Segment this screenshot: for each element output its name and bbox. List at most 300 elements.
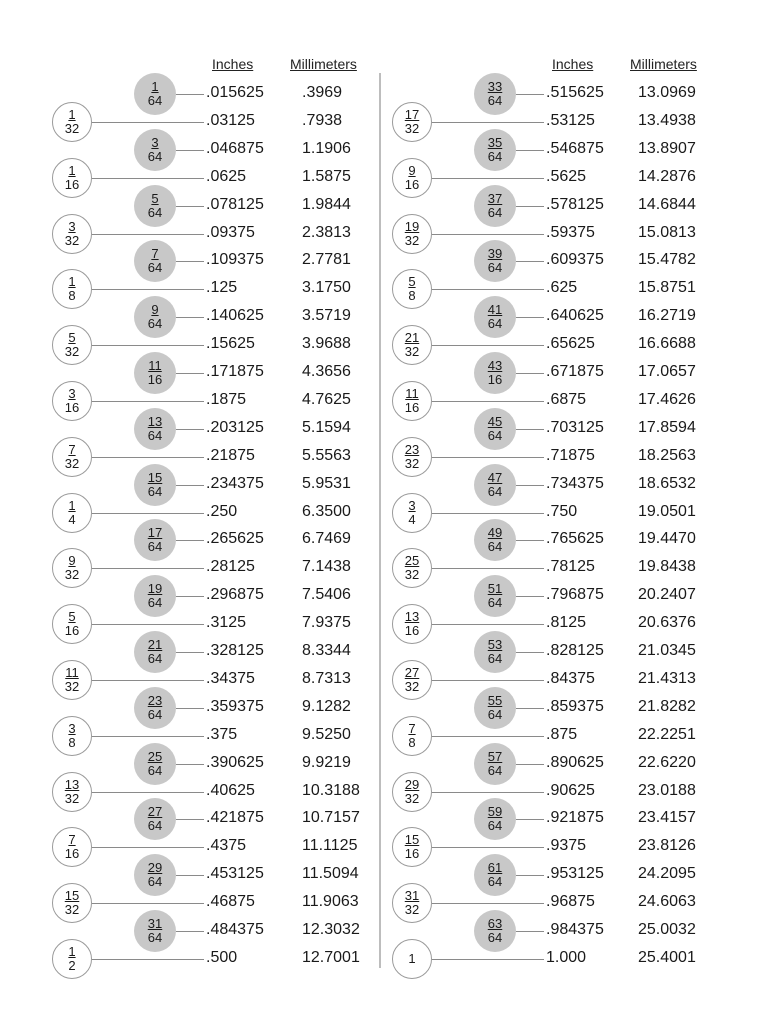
table-row [50,638,380,666]
fraction-denominator: 64 [147,818,163,834]
fraction-denominator: 16 [404,399,420,415]
leader-line [432,345,544,346]
inches-value: .5625 [546,167,587,185]
inches-value: .078125 [206,195,264,213]
inches-value: .34375 [206,669,255,687]
millimeters-value: 24.2095 [638,865,696,883]
fraction-denominator: 32 [404,790,420,806]
millimeters-value: 5.9531 [302,474,351,492]
leader-line [432,959,544,960]
fraction-denominator: 64 [147,930,163,945]
fraction-numerator: 5 [68,609,76,625]
fraction-numerator: 1 [68,497,76,513]
fraction-numerator: 19 [147,581,163,597]
millimeters-value: 1.5875 [302,167,351,185]
fraction-denominator: 64 [487,93,503,108]
fraction-denominator: 64 [487,427,503,443]
table-row [50,499,380,527]
millimeters-value: 6.3500 [302,502,351,520]
inches-value: .171875 [206,363,264,380]
fraction-numerator: 15 [147,469,163,485]
table-row [50,220,380,248]
fraction-denominator: 64 [147,204,163,220]
fraction-denominator: 32 [64,902,80,918]
leader-line [516,764,544,765]
inches-value: .453125 [206,865,264,883]
table-row [50,666,380,694]
fraction-numerator: 55 [487,692,503,708]
inches-value: .1875 [206,390,247,408]
fraction-numerator: 49 [487,525,503,541]
table-row [390,80,720,108]
fraction-numerator: 63 [487,916,503,931]
leader-line [92,792,204,793]
leader-line [432,568,544,569]
millimeters-value: 3.1750 [302,279,351,297]
inches-value: .328125 [206,642,264,659]
fraction-denominator: 64 [487,651,503,666]
fraction-numerator: 3 [68,218,76,234]
inches-value: .65625 [546,335,595,353]
leader-line [176,261,204,262]
inches-value: .3125 [206,614,247,632]
inches-value: .296875 [206,586,264,604]
leader-line [432,513,544,514]
fraction-denominator: 32 [404,902,420,918]
inches-value: .84375 [546,669,595,687]
leader-line [176,764,204,765]
leader-line [432,624,544,625]
inches-value: .390625 [206,753,264,771]
fraction-numerator: 1 [68,274,76,290]
fraction-denominator: 64 [487,595,503,611]
fraction-numerator: 17 [147,525,163,541]
fraction-numerator: 1 [408,950,416,966]
fraction-denominator: 32 [64,344,80,360]
inches-value: .375 [206,725,238,743]
millimeters-value: 4.3656 [302,363,351,380]
fraction-denominator: 64 [487,930,503,945]
fraction-denominator: 64 [147,148,163,164]
table-row [50,303,380,331]
fraction-numerator: 23 [404,441,420,457]
fraction-denominator: 64 [487,818,503,834]
millimeters-value: 20.2407 [638,586,696,604]
leader-line [516,261,544,262]
inches-value: .78125 [546,558,595,576]
inches-value: .750 [546,502,578,520]
leader-line [92,234,204,235]
millimeters-value: 19.0501 [638,502,696,520]
fraction-denominator: 32 [404,455,420,471]
table-row [50,443,380,471]
millimeters-value: 4.7625 [302,390,351,408]
leader-line [432,457,544,458]
fraction-denominator: 64 [147,427,163,443]
fraction-numerator: 11 [65,664,79,680]
inches-value: .28125 [206,558,255,576]
millimeters-value: 15.8751 [638,279,696,297]
leader-line [176,150,204,151]
fraction-numerator: 3 [408,497,416,513]
fraction-numerator: 7 [68,441,76,457]
fraction-numerator: 47 [487,469,503,485]
leader-line [176,206,204,207]
inches-value: .500 [206,948,238,966]
table-row [50,945,380,973]
table-row [50,387,380,415]
leader-line [516,94,544,95]
millimeters-value: 13.8907 [638,139,696,157]
table-row [390,750,720,778]
inches-value: 1.000 [546,948,587,966]
leader-line [432,847,544,848]
fraction-numerator: 9 [68,553,76,569]
fraction-numerator: 15 [404,832,420,848]
fraction-numerator: 27 [147,804,163,820]
leader-line [176,94,204,95]
fraction-numerator: 37 [487,190,503,206]
table-row [50,917,380,945]
leader-line [176,373,204,374]
inches-value: .96875 [546,893,595,911]
table-row [390,220,720,248]
millimeters-value: 18.2563 [638,446,696,464]
table-row [390,331,720,359]
fraction-numerator: 7 [68,832,76,848]
millimeters-value: 13.0969 [638,84,696,101]
fraction-badge-circle [52,939,92,979]
fraction-denominator: 8 [408,288,416,304]
table-row [390,247,720,275]
inches-value: .953125 [546,865,604,883]
fraction-denominator: 64 [487,874,503,890]
leader-line [92,847,204,848]
millimeters-value: 3.5719 [302,307,351,325]
inches-value: .203125 [206,418,264,436]
millimeters-value: 15.4782 [638,251,696,269]
fraction-numerator: 45 [487,413,503,429]
millimeters-header: Millimeters [290,56,357,72]
inches-value: .609375 [546,251,604,269]
table-row [390,582,720,610]
fraction-denominator: 32 [64,567,80,583]
table-row [390,136,720,164]
table-row [390,471,720,499]
inches-value: .703125 [546,418,604,436]
leader-line [92,457,204,458]
inches-value: .875 [546,725,578,743]
inches-value: .59375 [546,223,595,241]
fraction-denominator: 64 [487,762,503,778]
leader-line [92,289,204,290]
fraction-numerator: 1 [68,106,76,122]
table-row [50,108,380,136]
table-row [390,387,720,415]
right-column [390,0,720,1024]
fraction-numerator: 3 [68,385,76,401]
inches-value: .734375 [546,474,604,492]
millimeters-value: 9.9219 [302,753,351,771]
millimeters-value: 17.8594 [638,418,696,436]
fraction-denominator: 32 [64,678,80,694]
table-row [50,750,380,778]
fraction-numerator: 51 [487,581,503,597]
leader-line [92,624,204,625]
millimeters-value: 1.1906 [302,139,351,157]
millimeters-value: 11.1125 [302,837,358,855]
millimeters-value: 16.2719 [638,307,696,325]
fraction-denominator: 64 [147,762,163,778]
leader-line [432,680,544,681]
inches-value: .9375 [546,837,587,855]
inches-value: .8125 [546,614,587,632]
table-row [390,722,720,750]
leader-line [176,931,204,932]
fraction-numerator: 27 [404,664,420,680]
fraction-numerator: 5 [408,274,416,290]
inches-value: .890625 [546,753,604,771]
fraction-numerator: 13 [64,776,80,792]
fraction-denominator: 8 [68,288,76,304]
table-row [390,359,720,387]
fraction-numerator: 13 [147,413,163,429]
leader-line [516,931,544,932]
fraction-numerator: 33 [487,79,503,94]
leader-line [92,178,204,179]
millimeters-value: 9.5250 [302,725,351,743]
millimeters-value: 8.7313 [302,669,351,687]
leader-line [176,540,204,541]
table-row [50,889,380,917]
fraction-numerator: 35 [487,134,503,150]
table-row [390,805,720,833]
fraction-denominator: 64 [487,204,503,220]
fraction-numerator: 19 [404,218,420,234]
fraction-denominator: 64 [147,874,163,890]
millimeters-value: 7.5406 [302,586,351,604]
millimeters-value: 22.6220 [638,753,696,771]
fraction-numerator: 29 [147,860,163,876]
millimeters-value: 12.7001 [302,948,360,966]
millimeters-value: 5.1594 [302,418,351,436]
millimeters-value: 5.5563 [302,446,351,464]
fraction-denominator: 64 [147,93,163,108]
fraction-denominator: 64 [487,539,503,555]
inches-value: .250 [206,502,238,520]
fraction-denominator: 16 [404,623,420,639]
table-row [390,694,720,722]
inches-value: .6875 [546,390,587,408]
fraction-numerator: 21 [147,637,163,652]
fraction-denominator: 8 [68,734,76,750]
leader-line [92,736,204,737]
fraction-denominator: 64 [487,260,503,276]
table-row [390,889,720,917]
millimeters-value: 8.3344 [302,642,351,659]
leader-line [176,429,204,430]
inches-value: .984375 [546,921,604,938]
table-row [50,778,380,806]
leader-line [516,206,544,207]
table-row [50,415,380,443]
fraction-denominator: 2 [68,957,76,973]
leader-line [92,959,204,960]
fraction-denominator: 16 [64,176,80,192]
inches-value: .0625 [206,167,247,185]
fraction-numerator: 9 [408,162,416,178]
table-row [390,526,720,554]
fraction-denominator: 32 [404,567,420,583]
table-row [390,108,720,136]
inches-value: .671875 [546,363,604,380]
inches-value: .484375 [206,921,264,938]
fraction-denominator: 64 [487,148,503,164]
fraction-numerator: 21 [404,330,420,346]
table-row [50,582,380,610]
millimeters-value: 3.9688 [302,335,351,353]
millimeters-value: .3969 [302,84,343,101]
leader-line [176,819,204,820]
fraction-denominator: 16 [147,372,163,387]
millimeters-value: 25.0032 [638,921,696,938]
millimeters-value: 7.1438 [302,558,351,576]
fraction-denominator: 64 [487,483,503,499]
inches-value: .53125 [546,111,595,129]
fraction-numerator: 59 [487,804,503,820]
inches-value: .15625 [206,335,255,353]
fraction-numerator: 7 [408,720,416,736]
fraction-numerator: 17 [404,106,420,122]
millimeters-value: 10.3188 [302,781,360,799]
inches-value: .796875 [546,586,604,604]
leader-line [432,736,544,737]
millimeters-value: 7.9375 [302,614,351,632]
table-row [50,331,380,359]
leader-line [432,289,544,290]
inches-value: .921875 [546,809,604,827]
table-row [390,861,720,889]
inches-value: .640625 [546,307,604,325]
inches-value: .109375 [206,251,264,269]
millimeters-value: 24.6063 [638,893,696,911]
table-row [390,303,720,331]
inches-value: .546875 [546,139,604,157]
inches-value: .40625 [206,781,255,799]
inches-value: .421875 [206,809,264,827]
fraction-numerator: 43 [487,358,503,373]
table-row [50,554,380,582]
leader-line [176,596,204,597]
leader-line [516,317,544,318]
millimeters-value: 23.0188 [638,781,696,799]
millimeters-value: 21.4313 [638,669,696,687]
millimeters-value: 13.4938 [638,111,696,129]
fraction-numerator: 5 [68,330,76,346]
column-divider [379,73,381,968]
table-row [390,499,720,527]
leader-line [432,792,544,793]
leader-line [516,875,544,876]
millimeters-header: Millimeters [630,56,697,72]
table-row [50,861,380,889]
inches-value: .21875 [206,446,255,464]
millimeters-value: 10.7157 [302,809,360,827]
fraction-numerator: 1 [151,79,159,94]
fraction-numerator: 31 [147,916,163,931]
leader-line [516,596,544,597]
table-row [50,610,380,638]
fraction-denominator: 64 [147,316,163,332]
fraction-numerator: 3 [151,134,159,150]
fraction-denominator: 64 [147,539,163,555]
millimeters-value: 17.4626 [638,390,696,408]
fraction-denominator: 16 [404,176,420,192]
fraction-numerator: 25 [147,748,163,764]
fraction-denominator: 16 [64,623,80,639]
table-row [50,192,380,220]
millimeters-value: 14.2876 [638,167,696,185]
fraction-denominator: 32 [404,232,420,248]
fraction-numerator: 39 [487,246,503,262]
inches-value: .125 [206,279,238,297]
fraction-numerator: 1 [68,943,76,959]
leader-line [516,373,544,374]
leader-line [516,819,544,820]
fraction-denominator: 32 [404,120,420,136]
leader-line [176,652,204,653]
table-row [50,359,380,387]
leader-line [432,401,544,402]
fraction-numerator: 41 [487,302,503,318]
table-row [50,247,380,275]
fraction-numerator: 29 [404,776,420,792]
fraction-numerator: 23 [147,692,163,708]
fraction-denominator: 64 [487,706,503,722]
fraction-denominator: 32 [64,455,80,471]
inches-value: .359375 [206,697,264,715]
leader-line [432,122,544,123]
millimeters-value: 9.1282 [302,697,351,715]
inches-value: .265625 [206,530,264,548]
table-row [390,164,720,192]
leader-line [92,568,204,569]
table-row [50,80,380,108]
millimeters-value: 2.7781 [302,251,351,269]
fraction-denominator: 16 [487,372,503,387]
millimeters-value: 2.3813 [302,223,351,241]
leader-line [516,150,544,151]
table-row [50,471,380,499]
fraction-denominator: 64 [147,595,163,611]
fraction-numerator: 53 [487,637,503,652]
leader-line [432,903,544,904]
millimeters-value: 11.5094 [302,865,359,883]
leader-line [176,875,204,876]
table-row [390,554,720,582]
fraction-numerator: 13 [404,609,420,625]
fraction-denominator: 32 [64,790,80,806]
fraction-denominator: 4 [408,511,416,527]
fraction-numerator: 31 [404,888,420,904]
inches-value: .140625 [206,307,264,325]
fraction-numerator: 7 [151,246,159,262]
millimeters-value: 22.2251 [638,725,696,743]
fraction-denominator: 64 [147,260,163,276]
table-row [390,945,720,973]
inches-value: .015625 [206,84,264,101]
millimeters-value: 15.0813 [638,223,696,241]
